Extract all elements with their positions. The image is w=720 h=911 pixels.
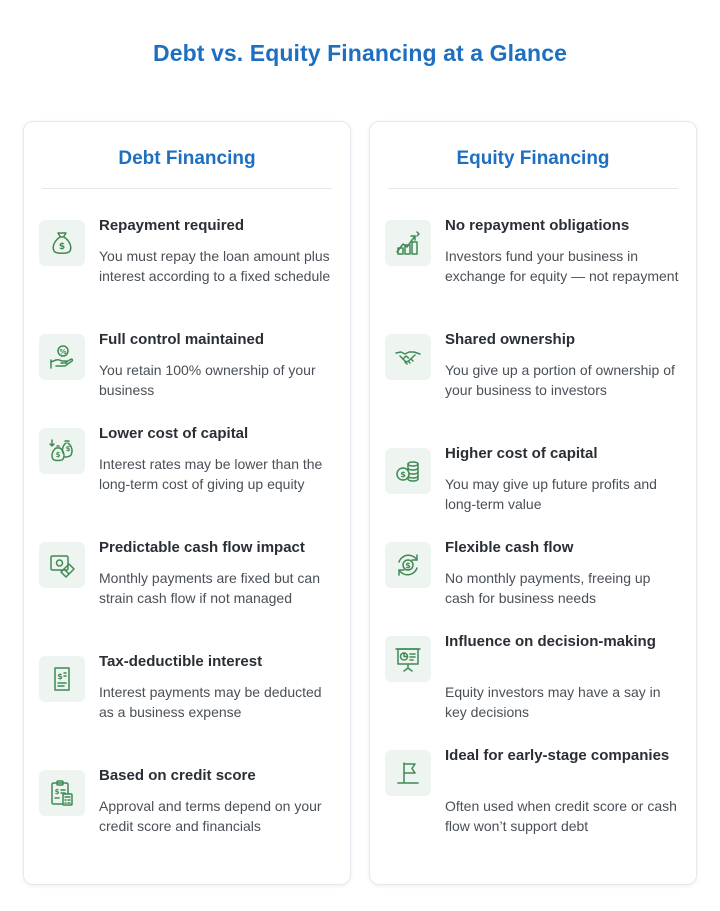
- svg-text:$: $: [55, 451, 61, 459]
- clipboard-calculator-icon: [39, 770, 85, 816]
- svg-text:%: %: [59, 348, 67, 356]
- debt-card-title: Debt Financing: [118, 148, 256, 169]
- equity-card-title: Equity Financing: [456, 148, 610, 169]
- debt-item-title: Lower cost of capital: [99, 425, 249, 442]
- equity-item-desc: You may give up future profits and long-term value: [445, 476, 657, 512]
- svg-text:$: $: [400, 470, 406, 479]
- debt-item-title: Predictable cash flow impact: [99, 539, 305, 556]
- svg-text:$: $: [57, 672, 63, 681]
- debt-card-divider: [42, 188, 332, 189]
- equity-item-title: Shared ownership: [445, 331, 576, 348]
- svg-text:$: $: [65, 445, 71, 453]
- equity-card-divider: [388, 188, 678, 189]
- receipt-icon: [39, 656, 85, 702]
- money-bag-icon: [39, 220, 85, 266]
- equity-item-title: Ideal for early-stage companies: [445, 747, 670, 764]
- hand-coin-icon: [39, 334, 85, 380]
- debt-item-desc: Monthly payments are fixed but can strain cash flow if not managed: [99, 570, 321, 606]
- debt-item-title: Repayment required: [99, 217, 245, 234]
- equity-item-title: Flexible cash flow: [445, 539, 574, 556]
- dollar-cycle-icon: [385, 542, 431, 588]
- growth-puzzle-icon: [385, 220, 431, 266]
- handshake-icon: [385, 334, 431, 380]
- svg-text:$: $: [405, 561, 411, 570]
- debt-item-desc: You retain 100% ownership of your business: [99, 362, 316, 398]
- debt-financing-card: [23, 121, 351, 885]
- flag-icon: [385, 750, 431, 796]
- equity-item-title: Higher cost of capital: [445, 445, 598, 462]
- debt-item-desc: Approval and terms depend on your credit score and financials: [99, 798, 322, 834]
- page-title: Debt vs. Equity Financing at a Glance: [153, 40, 567, 66]
- svg-text:$: $: [54, 788, 60, 796]
- money-bags-icon: [39, 428, 85, 474]
- debt-item-desc: You must repay the loan amount plus interest according to a fixed schedule: [99, 248, 331, 284]
- debt-item-title: Based on credit score: [99, 767, 256, 784]
- presentation-board-icon: [385, 636, 431, 682]
- debt-item-desc: Interest payments may be deducted as a business expense: [99, 684, 322, 720]
- equity-financing-card: [369, 121, 697, 885]
- equity-item-desc: You give up a portion of ownership of your business to investors: [445, 362, 675, 398]
- equity-item-desc: Investors fund your business in exchange for equity — not repayment: [445, 248, 679, 284]
- coin-stack-icon: [385, 448, 431, 494]
- debt-item-title: Full control maintained: [99, 331, 265, 348]
- equity-item-title: No repayment obligations: [445, 217, 630, 234]
- debt-item-desc: Interest rates may be lower than the long-term cost of giving up equity: [99, 456, 323, 492]
- svg-text:$: $: [58, 242, 66, 252]
- equity-item-title: Influence on decision-making: [445, 633, 656, 650]
- cash-card-icon: [39, 542, 85, 588]
- equity-item-desc: Equity investors may have a say in key decisions: [445, 684, 661, 720]
- equity-item-desc: Often used when credit score or cash flow won’t support debt: [445, 798, 677, 834]
- equity-item-desc: No monthly payments, freeing up cash for business needs: [445, 570, 651, 606]
- debt-item-title: Tax-deductible interest: [99, 653, 263, 670]
